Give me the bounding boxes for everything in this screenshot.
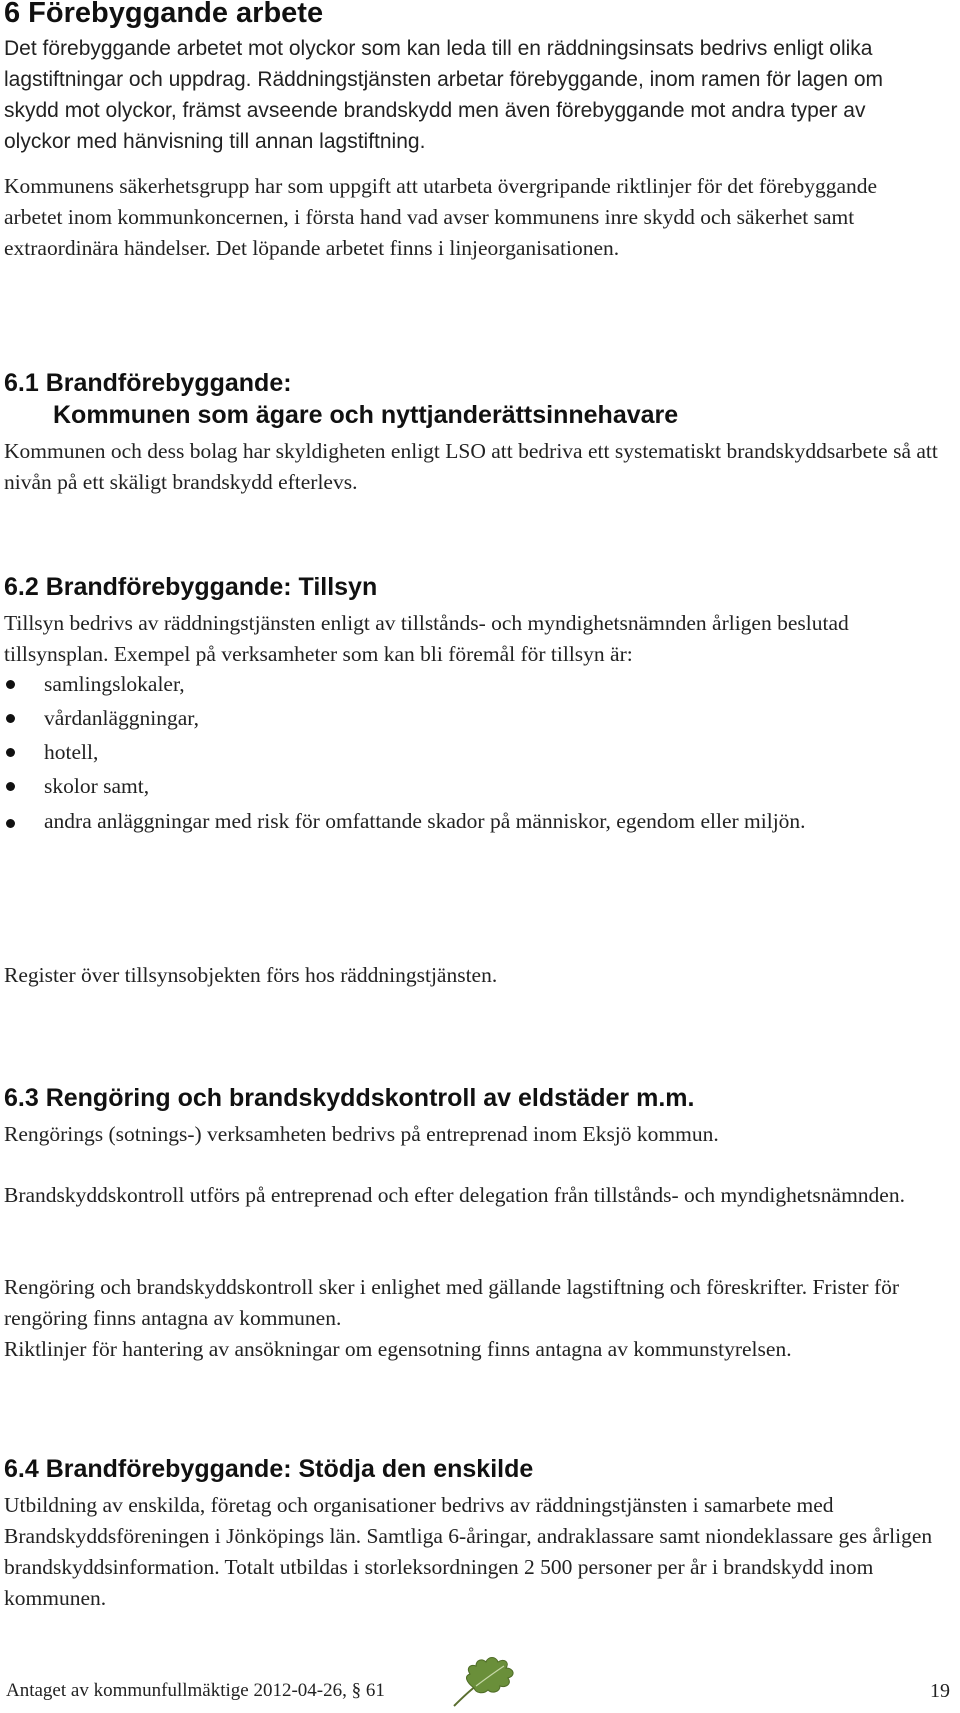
section-6-1-heading-line1: 6.1 Brandförebyggande:: [4, 369, 292, 397]
bullet-icon: [6, 680, 15, 689]
list-item: samlingslokaler,: [4, 667, 880, 701]
section-6-1-body: Kommunen och dess bolag har skyldigheten enligt LSO att bedriva ett systematiskt brandskyddsarbete så att nivån på ett skäligt brandskydd efterlevs.: [4, 439, 938, 494]
bullet-icon: [6, 748, 15, 757]
section-6-1-heading-line2: Kommunen som ägare och nyttjanderättsinnehavare: [53, 401, 679, 429]
security-group-paragraph: Kommunens säkerhetsgrupp har som uppgift att utarbeta övergripande riktlinjer för det förebyggande arbetet inom kommunkoncernen, i första hand vad avser kommunens inre skydd och säkerhet samt extraordinära händelser. Det löpande arbetet finns i linjeorganisationen.: [4, 174, 878, 260]
section-6-3-p3: Rengöring och brandskyddskontroll sker i enlighet med gällande lagstiftning och föreskrifter. Frister för rengöring finns antagna av kommunen.: [4, 1275, 900, 1330]
list-item: vårdanläggningar,: [4, 701, 880, 735]
intro-paragraph: Det förebyggande arbetet mot olyckor som kan leda till en räddningsinsats bedrivs enligt olika lagstiftningar och uppdrag. Räddningstjänsten arbetar förebyggande, inom ramen för lagen om skydd mot olyckor, främst avseende brandskydd men även förebyggande mot andra typer av olyckor med hänvisning till annan lagstiftning.: [4, 37, 884, 153]
section-heading-6: 6 Förebyggande arbete: [4, 0, 324, 29]
oak-leaf-icon: [448, 1652, 520, 1708]
section-6-1-heading: [4, 367, 960, 431]
section-6-3-heading: 6.3 Rengöring och brandskyddskontroll av eldstäder m.m.: [4, 1084, 695, 1112]
register-paragraph: Register över tillsynsobjekten förs hos räddningstjänsten.: [4, 963, 498, 987]
bullet-icon: [6, 819, 15, 828]
supervision-object-list: [4, 667, 880, 837]
bullet-icon: [6, 782, 15, 791]
page-number: 19: [930, 1680, 950, 1702]
section-6-2-heading: 6.2 Brandförebyggande: Tillsyn: [4, 573, 378, 601]
list-item: skolor samt,: [4, 769, 880, 803]
list-item: andra anläggningar med risk för omfattande skador på människor, egendom eller miljön.: [4, 806, 880, 837]
section-6-3-p1: Rengörings (sotnings-) verksamheten bedrivs på entreprenad inom Eksjö kommun.: [4, 1122, 719, 1146]
section-6-4-heading: 6.4 Brandförebyggande: Stödja den enskilde: [4, 1455, 534, 1483]
list-item: hotell,: [4, 735, 880, 769]
section-6-2-body: Tillsyn bedrivs av räddningstjänsten enligt av tillstånds- och myndighetsnämnden årligen beslutad tillsynsplan. Exempel på verksamheter som kan bli föremål för tillsyn är:: [4, 611, 849, 666]
footer-adopted-text: Antaget av kommunfullmäktige 2012-04-26, § 61: [6, 1680, 385, 1701]
bullet-icon: [6, 714, 15, 723]
section-6-4-body: Utbildning av enskilda, företag och organisationer bedrivs av räddningstjänsten i samarbete med Brandskyddsföreningen i Jönköpings län. Samtliga 6-åringar, andraklassare samt niondeklassare ges årligen brandskyddsinformation. Totalt utbildas i storleksordningen 2 500 personer per år i brandskydd inom kommunen.: [4, 1493, 933, 1610]
section-6-3-p4: Riktlinjer för hantering av ansökningar om egensotning finns antagna av kommunstyrelsen.: [4, 1337, 792, 1361]
section-6-3-p2: Brandskyddskontroll utförs på entreprenad och efter delegation från tillstånds- och myndighetsnämnden.: [4, 1183, 905, 1207]
